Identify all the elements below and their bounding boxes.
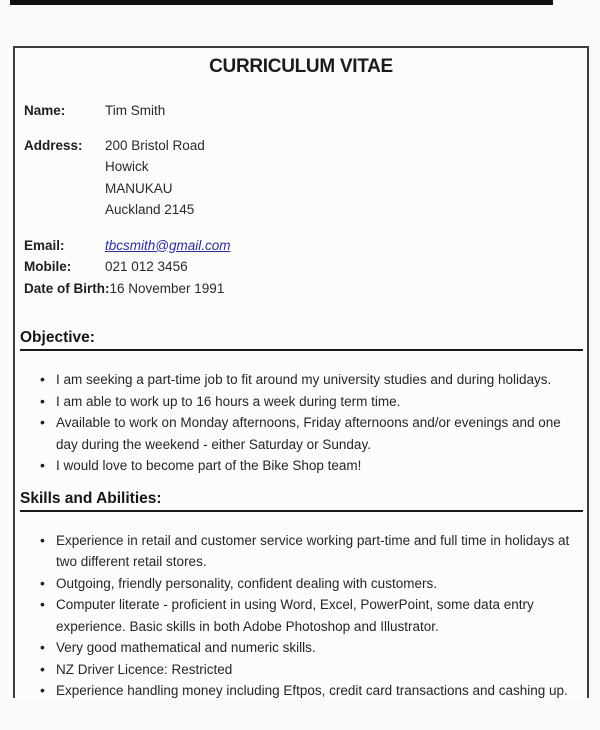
address-row bbox=[24, 135, 577, 221]
objective-bullet-3: • Available to work on Monday afternoons, Friday afternoons and/or evenings and one day during the weekend - either Saturday or Sunday. bbox=[56, 412, 573, 455]
skills-bullet-5: • NZ Driver Licence: Restricted bbox=[56, 659, 573, 681]
name-label: Name: bbox=[24, 103, 66, 118]
name-value: Tim Smith bbox=[105, 103, 166, 118]
skills-bullet-1: • Experience in retail and customer service working part-time and full time in holidays at two different retail stores. bbox=[56, 530, 573, 573]
dob-label: Date of Birth: bbox=[24, 280, 110, 296]
top-scan-bar bbox=[10, 0, 553, 5]
address-line-2: Howick bbox=[105, 159, 149, 174]
mobile-row bbox=[24, 256, 577, 278]
skills-bullet-3: • Computer literate - proficient in using Word, Excel, PowerPoint, some data entry experience. Basic skills in both Adobe Photoshop and Illustrator. bbox=[56, 594, 573, 637]
email-row bbox=[24, 235, 577, 257]
email-link[interactable]: tbcsmith@gmail.com bbox=[105, 237, 231, 253]
mobile-value: 021 012 3456 bbox=[105, 259, 188, 274]
dob-row bbox=[24, 278, 577, 300]
objective-bullet-list bbox=[15, 369, 587, 477]
email-label: Email: bbox=[24, 237, 65, 253]
objective-bullet-1: • I am seeking a part-time job to fit around my university studies and during holidays. bbox=[56, 369, 573, 391]
objective-bullet-2: • I am able to work up to 16 hours a week during term time. bbox=[56, 391, 573, 413]
address-line-1: 200 Bristol Road bbox=[105, 137, 205, 153]
objective-bullet-4: • I would love to become part of the Bike Shop team! bbox=[56, 455, 573, 477]
cv-sheet bbox=[13, 46, 589, 698]
address-value bbox=[105, 135, 205, 221]
skills-bullet-4: • Very good mathematical and numeric skills. bbox=[56, 637, 573, 659]
dob-value: 16 November 1991 bbox=[109, 280, 225, 296]
name-row bbox=[24, 100, 577, 122]
section-heading-objective: Objective: bbox=[20, 329, 583, 351]
skills-bullet-2: • Outgoing, friendly personality, confident dealing with customers. bbox=[56, 573, 573, 595]
section-heading-skills: Skills and Abilities: bbox=[20, 490, 583, 512]
mobile-label: Mobile: bbox=[24, 259, 72, 274]
skills-bullet-list bbox=[15, 530, 587, 702]
cv-title: CURRICULUM VITAE bbox=[209, 56, 393, 77]
address-line-4: Auckland 2145 bbox=[105, 202, 195, 217]
skills-bullet-6: • Experience handling money including Eftpos, credit card transactions and cashing up. bbox=[56, 680, 573, 702]
address-label: Address: bbox=[24, 137, 83, 153]
address-line-3: MANUKAU bbox=[105, 180, 173, 196]
contact-info bbox=[15, 100, 587, 299]
